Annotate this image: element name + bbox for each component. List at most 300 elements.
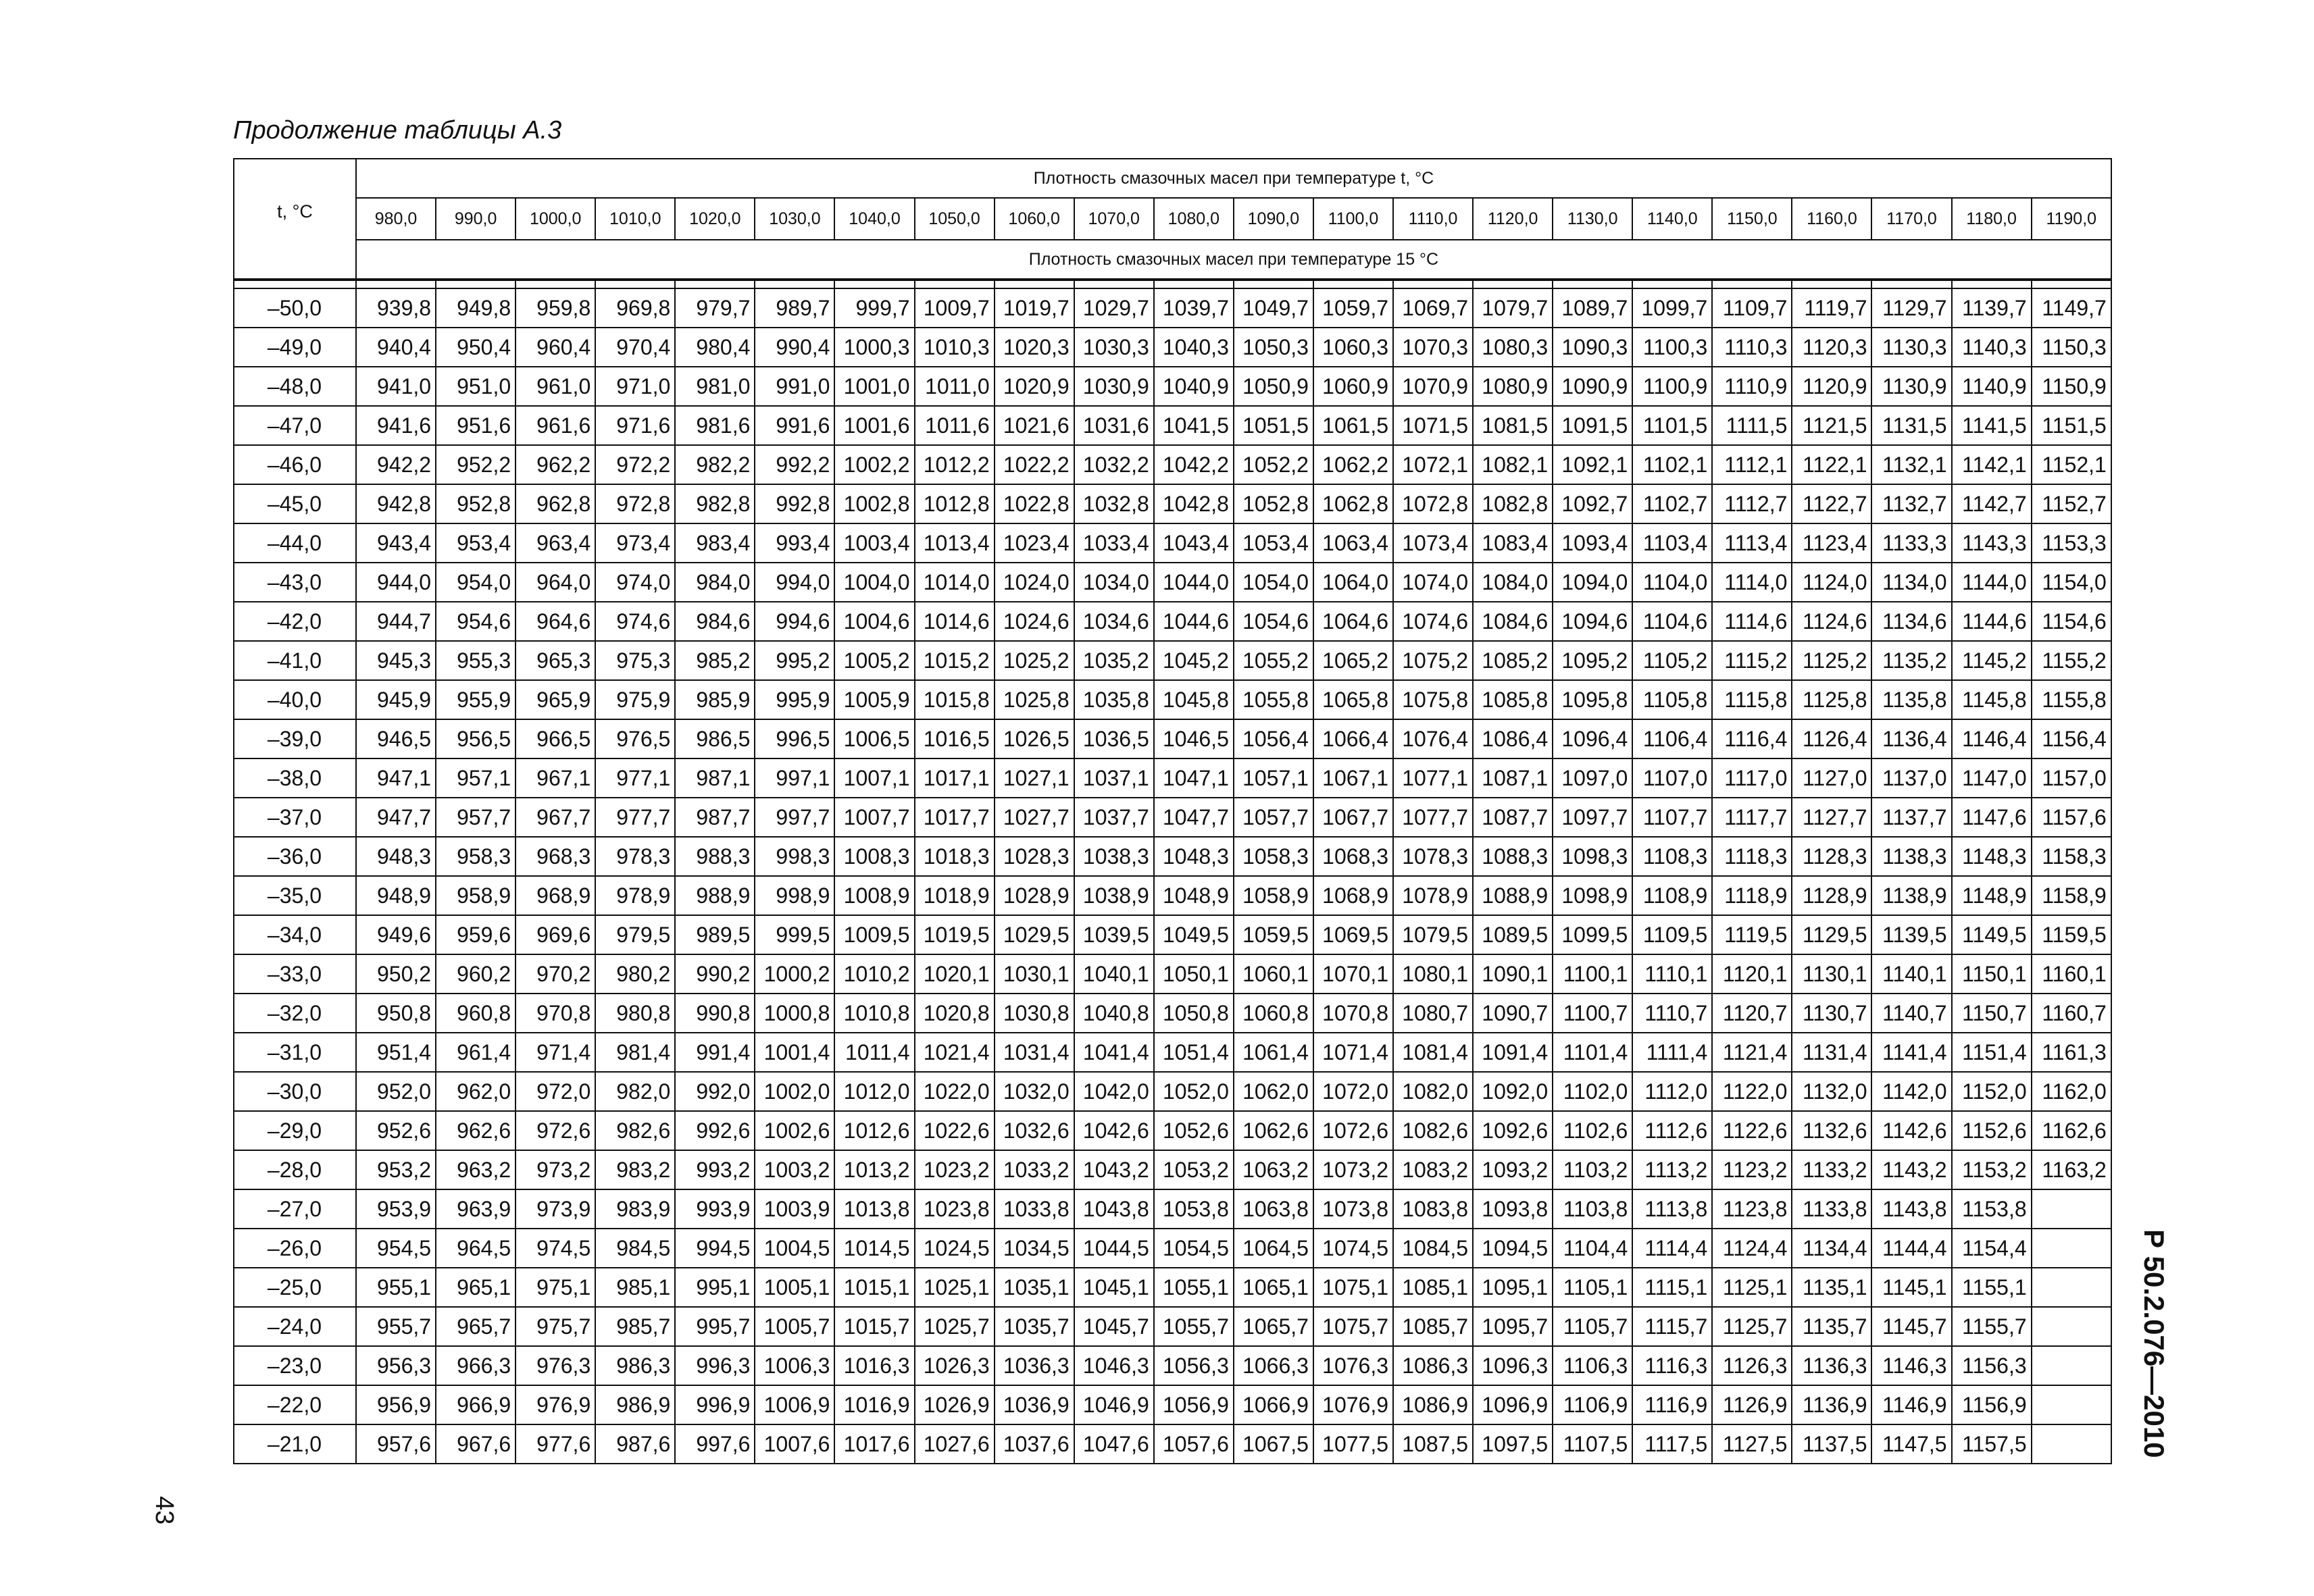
temperature-cell: –39,0 bbox=[234, 719, 356, 758]
density-cell: 1080,1 bbox=[1393, 954, 1473, 994]
density-cell: 1055,7 bbox=[1154, 1307, 1234, 1346]
density-cell: 1073,4 bbox=[1393, 523, 1473, 563]
gap-cell bbox=[1871, 280, 1951, 288]
density-cell: 1134,4 bbox=[1792, 1229, 1871, 1268]
density-cell: 999,7 bbox=[834, 288, 914, 328]
density-cell: 1124,0 bbox=[1792, 563, 1871, 602]
density-cell: 1096,9 bbox=[1473, 1385, 1553, 1424]
density-cell: 1016,9 bbox=[834, 1385, 914, 1424]
density-cell: 1033,8 bbox=[995, 1189, 1074, 1229]
density-cell: 1020,1 bbox=[915, 954, 995, 994]
top-header: Плотность смазочных масел при температуре t, °C bbox=[356, 159, 2111, 198]
density-cell: 981,4 bbox=[595, 1033, 675, 1072]
density-cell: 1063,4 bbox=[1313, 523, 1393, 563]
density-cell: 970,8 bbox=[515, 994, 595, 1033]
density-cell: 1002,2 bbox=[834, 445, 914, 484]
density-cell: 1092,0 bbox=[1473, 1072, 1553, 1111]
density-cell: 1148,9 bbox=[1952, 876, 2032, 915]
density-cell: 996,3 bbox=[675, 1346, 755, 1385]
density-cell: 1064,6 bbox=[1313, 602, 1393, 641]
density-cell: 975,9 bbox=[595, 680, 675, 719]
density-cell: 956,5 bbox=[436, 719, 515, 758]
header-row-top bbox=[234, 159, 2111, 198]
density-cell: 1066,9 bbox=[1234, 1385, 1313, 1424]
gap-cell bbox=[755, 280, 834, 288]
temperature-cell: –21,0 bbox=[234, 1424, 356, 1464]
density-cell: 1072,0 bbox=[1313, 1072, 1393, 1111]
column-header: 990,0 bbox=[436, 198, 515, 240]
density-cell: 1003,2 bbox=[755, 1150, 834, 1189]
density-cell: 1096,4 bbox=[1553, 719, 1632, 758]
density-cell: 1005,1 bbox=[755, 1268, 834, 1307]
column-header: 1130,0 bbox=[1553, 198, 1632, 240]
density-cell: 972,2 bbox=[595, 445, 675, 484]
density-cell: 975,7 bbox=[515, 1307, 595, 1346]
density-cell: 1107,0 bbox=[1632, 758, 1712, 798]
density-cell: 1098,9 bbox=[1553, 876, 1632, 915]
density-cell: 1037,7 bbox=[1074, 798, 1154, 837]
table-row bbox=[234, 1385, 2111, 1424]
table-row bbox=[234, 680, 2111, 719]
density-cell: 1116,3 bbox=[1632, 1346, 1712, 1385]
density-cell: 1103,2 bbox=[1553, 1150, 1632, 1189]
gap-cell bbox=[1313, 280, 1393, 288]
column-header: 1090,0 bbox=[1234, 198, 1313, 240]
density-cell: 949,8 bbox=[436, 288, 515, 328]
density-cell: 1027,1 bbox=[995, 758, 1074, 798]
density-cell: 958,9 bbox=[436, 876, 515, 915]
density-cell: 1034,6 bbox=[1074, 602, 1154, 641]
density-cell: 1009,7 bbox=[915, 288, 995, 328]
density-cell: 1065,8 bbox=[1313, 680, 1393, 719]
table-row bbox=[234, 523, 2111, 563]
density-cell: 1154,4 bbox=[1952, 1229, 2032, 1268]
density-cell: 999,5 bbox=[755, 915, 834, 954]
density-cell: 986,5 bbox=[675, 719, 755, 758]
density-cell: 1089,7 bbox=[1553, 288, 1632, 328]
density-cell: 1082,1 bbox=[1473, 445, 1553, 484]
density-cell: 1101,4 bbox=[1553, 1033, 1632, 1072]
density-cell: 942,8 bbox=[356, 484, 436, 523]
density-cell: 1104,6 bbox=[1632, 602, 1712, 641]
density-cell: 985,2 bbox=[675, 641, 755, 680]
density-cell: 1017,1 bbox=[915, 758, 995, 798]
table-row bbox=[234, 1189, 2111, 1229]
density-cell: 1154,0 bbox=[2032, 563, 2111, 602]
density-cell: 1069,5 bbox=[1313, 915, 1393, 954]
column-header: 1100,0 bbox=[1313, 198, 1393, 240]
density-cell: 963,2 bbox=[436, 1150, 515, 1189]
page-number: 43 bbox=[150, 1496, 178, 1525]
density-cell: 1097,5 bbox=[1473, 1424, 1553, 1464]
density-cell: 950,4 bbox=[436, 328, 515, 367]
density-cell: 1112,1 bbox=[1712, 445, 1792, 484]
density-cell: 1116,4 bbox=[1712, 719, 1792, 758]
density-cell: 1017,6 bbox=[834, 1424, 914, 1464]
column-header: 980,0 bbox=[356, 198, 436, 240]
density-cell: 985,1 bbox=[595, 1268, 675, 1307]
density-cell: 1098,3 bbox=[1553, 837, 1632, 876]
table-row bbox=[234, 288, 2111, 328]
density-cell: 1082,6 bbox=[1393, 1111, 1473, 1150]
density-cell: 995,7 bbox=[675, 1307, 755, 1346]
density-cell: 972,8 bbox=[595, 484, 675, 523]
table-row bbox=[234, 1072, 2111, 1111]
density-cell: 1012,0 bbox=[834, 1072, 914, 1111]
density-cell: 1050,8 bbox=[1154, 994, 1234, 1033]
density-cell: 1151,5 bbox=[2032, 406, 2111, 445]
temperature-cell: –44,0 bbox=[234, 523, 356, 563]
density-cell: 1080,3 bbox=[1473, 328, 1553, 367]
density-cell: 1022,6 bbox=[915, 1111, 995, 1150]
column-header: 1080,0 bbox=[1154, 198, 1234, 240]
density-cell: 966,3 bbox=[436, 1346, 515, 1385]
density-cell: 1127,7 bbox=[1792, 798, 1871, 837]
density-cell: 1060,8 bbox=[1234, 994, 1313, 1033]
density-cell: 953,4 bbox=[436, 523, 515, 563]
density-cell: 1004,6 bbox=[834, 602, 914, 641]
gap-cell bbox=[675, 280, 755, 288]
density-cell: 1097,0 bbox=[1553, 758, 1632, 798]
density-cell: 1107,7 bbox=[1632, 798, 1712, 837]
density-cell: 962,8 bbox=[515, 484, 595, 523]
density-cell: 1094,0 bbox=[1553, 563, 1632, 602]
density-cell: 1070,8 bbox=[1313, 994, 1393, 1033]
density-cell: 955,7 bbox=[356, 1307, 436, 1346]
density-cell: 1118,9 bbox=[1712, 876, 1792, 915]
gap-cell bbox=[2032, 280, 2111, 288]
header-row-columns bbox=[234, 198, 2111, 240]
table-row bbox=[234, 1424, 2111, 1464]
density-cell: 1001,4 bbox=[755, 1033, 834, 1072]
density-cell: 1032,2 bbox=[1074, 445, 1154, 484]
density-cell: 1070,9 bbox=[1393, 367, 1473, 406]
density-cell: 1013,4 bbox=[915, 523, 995, 563]
density-cell: 1157,0 bbox=[2032, 758, 2111, 798]
density-cell: 1083,2 bbox=[1393, 1150, 1473, 1189]
density-cell: 1003,9 bbox=[755, 1189, 834, 1229]
density-cell: 1020,9 bbox=[995, 367, 1074, 406]
density-cell: 1075,8 bbox=[1393, 680, 1473, 719]
density-cell: 1050,1 bbox=[1154, 954, 1234, 994]
density-cell: 1000,3 bbox=[834, 328, 914, 367]
density-cell: 1130,1 bbox=[1792, 954, 1871, 994]
density-cell: 1032,8 bbox=[1074, 484, 1154, 523]
density-cell: 1146,3 bbox=[1871, 1346, 1951, 1385]
density-cell: 993,9 bbox=[675, 1189, 755, 1229]
density-cell: 1099,5 bbox=[1553, 915, 1632, 954]
table-row bbox=[234, 915, 2111, 954]
temperature-cell: –32,0 bbox=[234, 994, 356, 1033]
density-cell: 971,4 bbox=[515, 1033, 595, 1072]
density-cell: 1088,3 bbox=[1473, 837, 1553, 876]
density-cell: 1076,9 bbox=[1313, 1385, 1393, 1424]
temperature-cell: –48,0 bbox=[234, 367, 356, 406]
density-cell: 1042,0 bbox=[1074, 1072, 1154, 1111]
density-cell: 1004,0 bbox=[834, 563, 914, 602]
density-cell: 1031,4 bbox=[995, 1033, 1074, 1072]
density-cell: 940,4 bbox=[356, 328, 436, 367]
density-cell: 1046,9 bbox=[1074, 1385, 1154, 1424]
density-cell: 1122,0 bbox=[1712, 1072, 1792, 1111]
density-cell: 969,8 bbox=[595, 288, 675, 328]
temperature-cell: –41,0 bbox=[234, 641, 356, 680]
density-cell: 944,7 bbox=[356, 602, 436, 641]
density-cell: 1135,7 bbox=[1792, 1307, 1871, 1346]
density-cell: 1116,9 bbox=[1632, 1385, 1712, 1424]
table-row bbox=[234, 837, 2111, 876]
density-cell: 988,3 bbox=[675, 837, 755, 876]
density-cell: 1132,1 bbox=[1871, 445, 1951, 484]
density-cell: 1113,4 bbox=[1712, 523, 1792, 563]
table-row bbox=[234, 876, 2111, 915]
density-cell: 1023,8 bbox=[915, 1189, 995, 1229]
density-cell: 1026,5 bbox=[995, 719, 1074, 758]
density-cell: 1155,7 bbox=[1952, 1307, 2032, 1346]
table-row bbox=[234, 602, 2111, 641]
density-cell: 996,5 bbox=[755, 719, 834, 758]
density-cell: 1105,2 bbox=[1632, 641, 1712, 680]
gap-cell bbox=[1553, 280, 1632, 288]
density-cell: 1134,6 bbox=[1871, 602, 1951, 641]
density-cell: 1045,8 bbox=[1154, 680, 1234, 719]
density-cell: 1111,4 bbox=[1632, 1033, 1712, 1072]
density-cell: 1133,3 bbox=[1871, 523, 1951, 563]
density-cell: 1006,5 bbox=[834, 719, 914, 758]
density-cell: 1015,1 bbox=[834, 1268, 914, 1307]
density-cell: 1015,7 bbox=[834, 1307, 914, 1346]
density-cell: 954,6 bbox=[436, 602, 515, 641]
density-cell: 941,0 bbox=[356, 367, 436, 406]
density-cell: 1123,8 bbox=[1712, 1189, 1792, 1229]
density-cell: 1062,2 bbox=[1313, 445, 1393, 484]
temperature-cell: –23,0 bbox=[234, 1346, 356, 1385]
density-cell: 1045,1 bbox=[1074, 1268, 1154, 1307]
density-cell: 1008,9 bbox=[834, 876, 914, 915]
density-cell: 980,2 bbox=[595, 954, 675, 994]
density-cell: 1129,7 bbox=[1871, 288, 1951, 328]
table-row bbox=[234, 798, 2111, 837]
density-cell: 1070,1 bbox=[1313, 954, 1393, 994]
density-cell: 1119,7 bbox=[1792, 288, 1871, 328]
table-caption: Продолжение таблицы А.3 bbox=[233, 116, 562, 145]
density-cell: 987,7 bbox=[675, 798, 755, 837]
density-cell: 1006,3 bbox=[755, 1346, 834, 1385]
column-header: 1030,0 bbox=[755, 198, 834, 240]
gap-cell bbox=[234, 280, 356, 288]
gap-cell bbox=[1473, 280, 1553, 288]
density-cell: 1148,3 bbox=[1952, 837, 2032, 876]
density-cell: 994,6 bbox=[755, 602, 834, 641]
density-cell: 1122,6 bbox=[1712, 1111, 1792, 1150]
density-cell: 1087,7 bbox=[1473, 798, 1553, 837]
density-cell: 1109,7 bbox=[1712, 288, 1792, 328]
density-cell: 1044,5 bbox=[1074, 1229, 1154, 1268]
density-cell: 978,9 bbox=[595, 876, 675, 915]
density-cell: 950,2 bbox=[356, 954, 436, 994]
density-cell: 1071,5 bbox=[1393, 406, 1473, 445]
density-cell: 1095,7 bbox=[1473, 1307, 1553, 1346]
density-cell: 973,2 bbox=[515, 1150, 595, 1189]
density-cell: 1100,3 bbox=[1632, 328, 1712, 367]
density-cell: 1153,3 bbox=[2032, 523, 2111, 563]
density-cell: 980,8 bbox=[595, 994, 675, 1033]
density-cell: 1056,3 bbox=[1154, 1346, 1234, 1385]
density-cell: 989,5 bbox=[675, 915, 755, 954]
density-cell: 966,5 bbox=[515, 719, 595, 758]
temperature-cell: –49,0 bbox=[234, 328, 356, 367]
density-cell: 1029,7 bbox=[1074, 288, 1154, 328]
t-column-header: t, °C bbox=[234, 159, 356, 280]
density-cell: 1067,7 bbox=[1313, 798, 1393, 837]
density-cell: 1073,2 bbox=[1313, 1150, 1393, 1189]
density-cell: 948,3 bbox=[356, 837, 436, 876]
density-cell: 1026,3 bbox=[915, 1346, 995, 1385]
density-cell: 1000,2 bbox=[755, 954, 834, 994]
density-cell: 1133,8 bbox=[1792, 1189, 1871, 1229]
density-cell: 1017,7 bbox=[915, 798, 995, 837]
density-cell: 968,3 bbox=[515, 837, 595, 876]
density-cell: 1158,3 bbox=[2032, 837, 2111, 876]
density-cell: 1125,2 bbox=[1792, 641, 1871, 680]
density-cell: 1120,3 bbox=[1792, 328, 1871, 367]
density-cell: 1090,1 bbox=[1473, 954, 1553, 994]
density-cell: 1085,2 bbox=[1473, 641, 1553, 680]
density-cell: 1066,4 bbox=[1313, 719, 1393, 758]
density-cell: 1143,2 bbox=[1871, 1150, 1951, 1189]
density-cell: 1099,7 bbox=[1632, 288, 1712, 328]
density-cell: 1094,6 bbox=[1553, 602, 1632, 641]
density-cell: 1014,5 bbox=[834, 1229, 914, 1268]
density-cell: 1051,5 bbox=[1234, 406, 1313, 445]
density-cell: 1139,7 bbox=[1952, 288, 2032, 328]
density-cell: 1086,4 bbox=[1473, 719, 1553, 758]
density-cell: 964,6 bbox=[515, 602, 595, 641]
density-cell: 1149,5 bbox=[1952, 915, 2032, 954]
density-cell: 956,9 bbox=[356, 1385, 436, 1424]
density-cell: 1110,1 bbox=[1632, 954, 1712, 994]
density-cell: 1039,5 bbox=[1074, 915, 1154, 954]
density-cell: 1089,5 bbox=[1473, 915, 1553, 954]
density-cell: 1024,6 bbox=[995, 602, 1074, 641]
density-cell: 1141,4 bbox=[1871, 1033, 1951, 1072]
density-cell: 960,8 bbox=[436, 994, 515, 1033]
density-cell: 1075,1 bbox=[1313, 1268, 1393, 1307]
density-cell: 954,5 bbox=[356, 1229, 436, 1268]
density-cell: 993,4 bbox=[755, 523, 834, 563]
density-cell: 1126,4 bbox=[1792, 719, 1871, 758]
density-cell: 1014,0 bbox=[915, 563, 995, 602]
density-cell: 984,0 bbox=[675, 563, 755, 602]
empty-cell bbox=[2032, 1424, 2111, 1464]
density-cell: 974,6 bbox=[595, 602, 675, 641]
column-header: 1160,0 bbox=[1792, 198, 1871, 240]
density-cell: 995,9 bbox=[755, 680, 834, 719]
density-cell: 1053,4 bbox=[1234, 523, 1313, 563]
density-cell: 1062,0 bbox=[1234, 1072, 1313, 1111]
density-cell: 1031,6 bbox=[1074, 406, 1154, 445]
density-cell: 1132,6 bbox=[1792, 1111, 1871, 1150]
density-cell: 1022,8 bbox=[995, 484, 1074, 523]
empty-cell bbox=[2032, 1385, 2111, 1424]
density-cell: 1034,5 bbox=[995, 1229, 1074, 1268]
density-cell: 1077,1 bbox=[1393, 758, 1473, 798]
density-cell: 1100,1 bbox=[1553, 954, 1632, 994]
density-cell: 997,6 bbox=[675, 1424, 755, 1464]
density-cell: 971,0 bbox=[595, 367, 675, 406]
density-cell: 973,9 bbox=[515, 1189, 595, 1229]
temperature-cell: –31,0 bbox=[234, 1033, 356, 1072]
density-cell: 949,6 bbox=[356, 915, 436, 954]
density-cell: 1025,2 bbox=[995, 641, 1074, 680]
density-cell: 1057,1 bbox=[1234, 758, 1313, 798]
gap-cell bbox=[915, 280, 995, 288]
density-cell: 974,5 bbox=[515, 1229, 595, 1268]
density-cell: 1105,8 bbox=[1632, 680, 1712, 719]
density-cell: 1068,3 bbox=[1313, 837, 1393, 876]
column-header: 1190,0 bbox=[2032, 198, 2111, 240]
density-cell: 975,3 bbox=[595, 641, 675, 680]
density-cell: 991,4 bbox=[675, 1033, 755, 1072]
density-cell: 1033,2 bbox=[995, 1150, 1074, 1189]
density-cell: 1121,4 bbox=[1712, 1033, 1792, 1072]
empty-cell bbox=[2032, 1268, 2111, 1307]
density-cell: 1142,0 bbox=[1871, 1072, 1951, 1111]
density-cell: 1163,2 bbox=[2032, 1150, 2111, 1189]
temperature-cell: –30,0 bbox=[234, 1072, 356, 1111]
temperature-cell: –47,0 bbox=[234, 406, 356, 445]
density-cell: 1055,8 bbox=[1234, 680, 1313, 719]
density-cell: 972,0 bbox=[515, 1072, 595, 1111]
density-cell: 1118,3 bbox=[1712, 837, 1792, 876]
density-cell: 1070,3 bbox=[1393, 328, 1473, 367]
density-cell: 1058,9 bbox=[1234, 876, 1313, 915]
density-cell: 1102,1 bbox=[1632, 445, 1712, 484]
density-table-container bbox=[233, 158, 2111, 1464]
density-cell: 1024,5 bbox=[915, 1229, 995, 1268]
density-cell: 966,9 bbox=[436, 1385, 515, 1424]
temperature-cell: –27,0 bbox=[234, 1189, 356, 1229]
density-cell: 1157,6 bbox=[2032, 798, 2111, 837]
density-cell: 956,3 bbox=[356, 1346, 436, 1385]
density-cell: 1051,4 bbox=[1154, 1033, 1234, 1072]
density-cell: 1036,5 bbox=[1074, 719, 1154, 758]
density-cell: 1072,1 bbox=[1393, 445, 1473, 484]
density-cell: 1013,2 bbox=[834, 1150, 914, 1189]
temperature-cell: –25,0 bbox=[234, 1268, 356, 1307]
density-cell: 1007,7 bbox=[834, 798, 914, 837]
density-cell: 1018,3 bbox=[915, 837, 995, 876]
density-cell: 1093,4 bbox=[1553, 523, 1632, 563]
density-cell: 995,2 bbox=[755, 641, 834, 680]
density-cell: 1158,9 bbox=[2032, 876, 2111, 915]
density-cell: 1074,5 bbox=[1313, 1229, 1393, 1268]
density-cell: 1075,2 bbox=[1393, 641, 1473, 680]
density-cell: 1060,9 bbox=[1313, 367, 1393, 406]
density-cell: 1040,3 bbox=[1154, 328, 1234, 367]
density-cell: 1052,6 bbox=[1154, 1111, 1234, 1150]
density-cell: 1145,1 bbox=[1871, 1268, 1951, 1307]
density-cell: 1028,9 bbox=[995, 876, 1074, 915]
density-cell: 951,6 bbox=[436, 406, 515, 445]
density-cell: 1035,8 bbox=[1074, 680, 1154, 719]
density-cell: 1108,9 bbox=[1632, 876, 1712, 915]
density-cell: 1084,5 bbox=[1393, 1229, 1473, 1268]
density-cell: 1142,1 bbox=[1952, 445, 2032, 484]
density-cell: 1037,1 bbox=[1074, 758, 1154, 798]
density-cell: 1065,2 bbox=[1313, 641, 1393, 680]
column-header: 1120,0 bbox=[1473, 198, 1553, 240]
